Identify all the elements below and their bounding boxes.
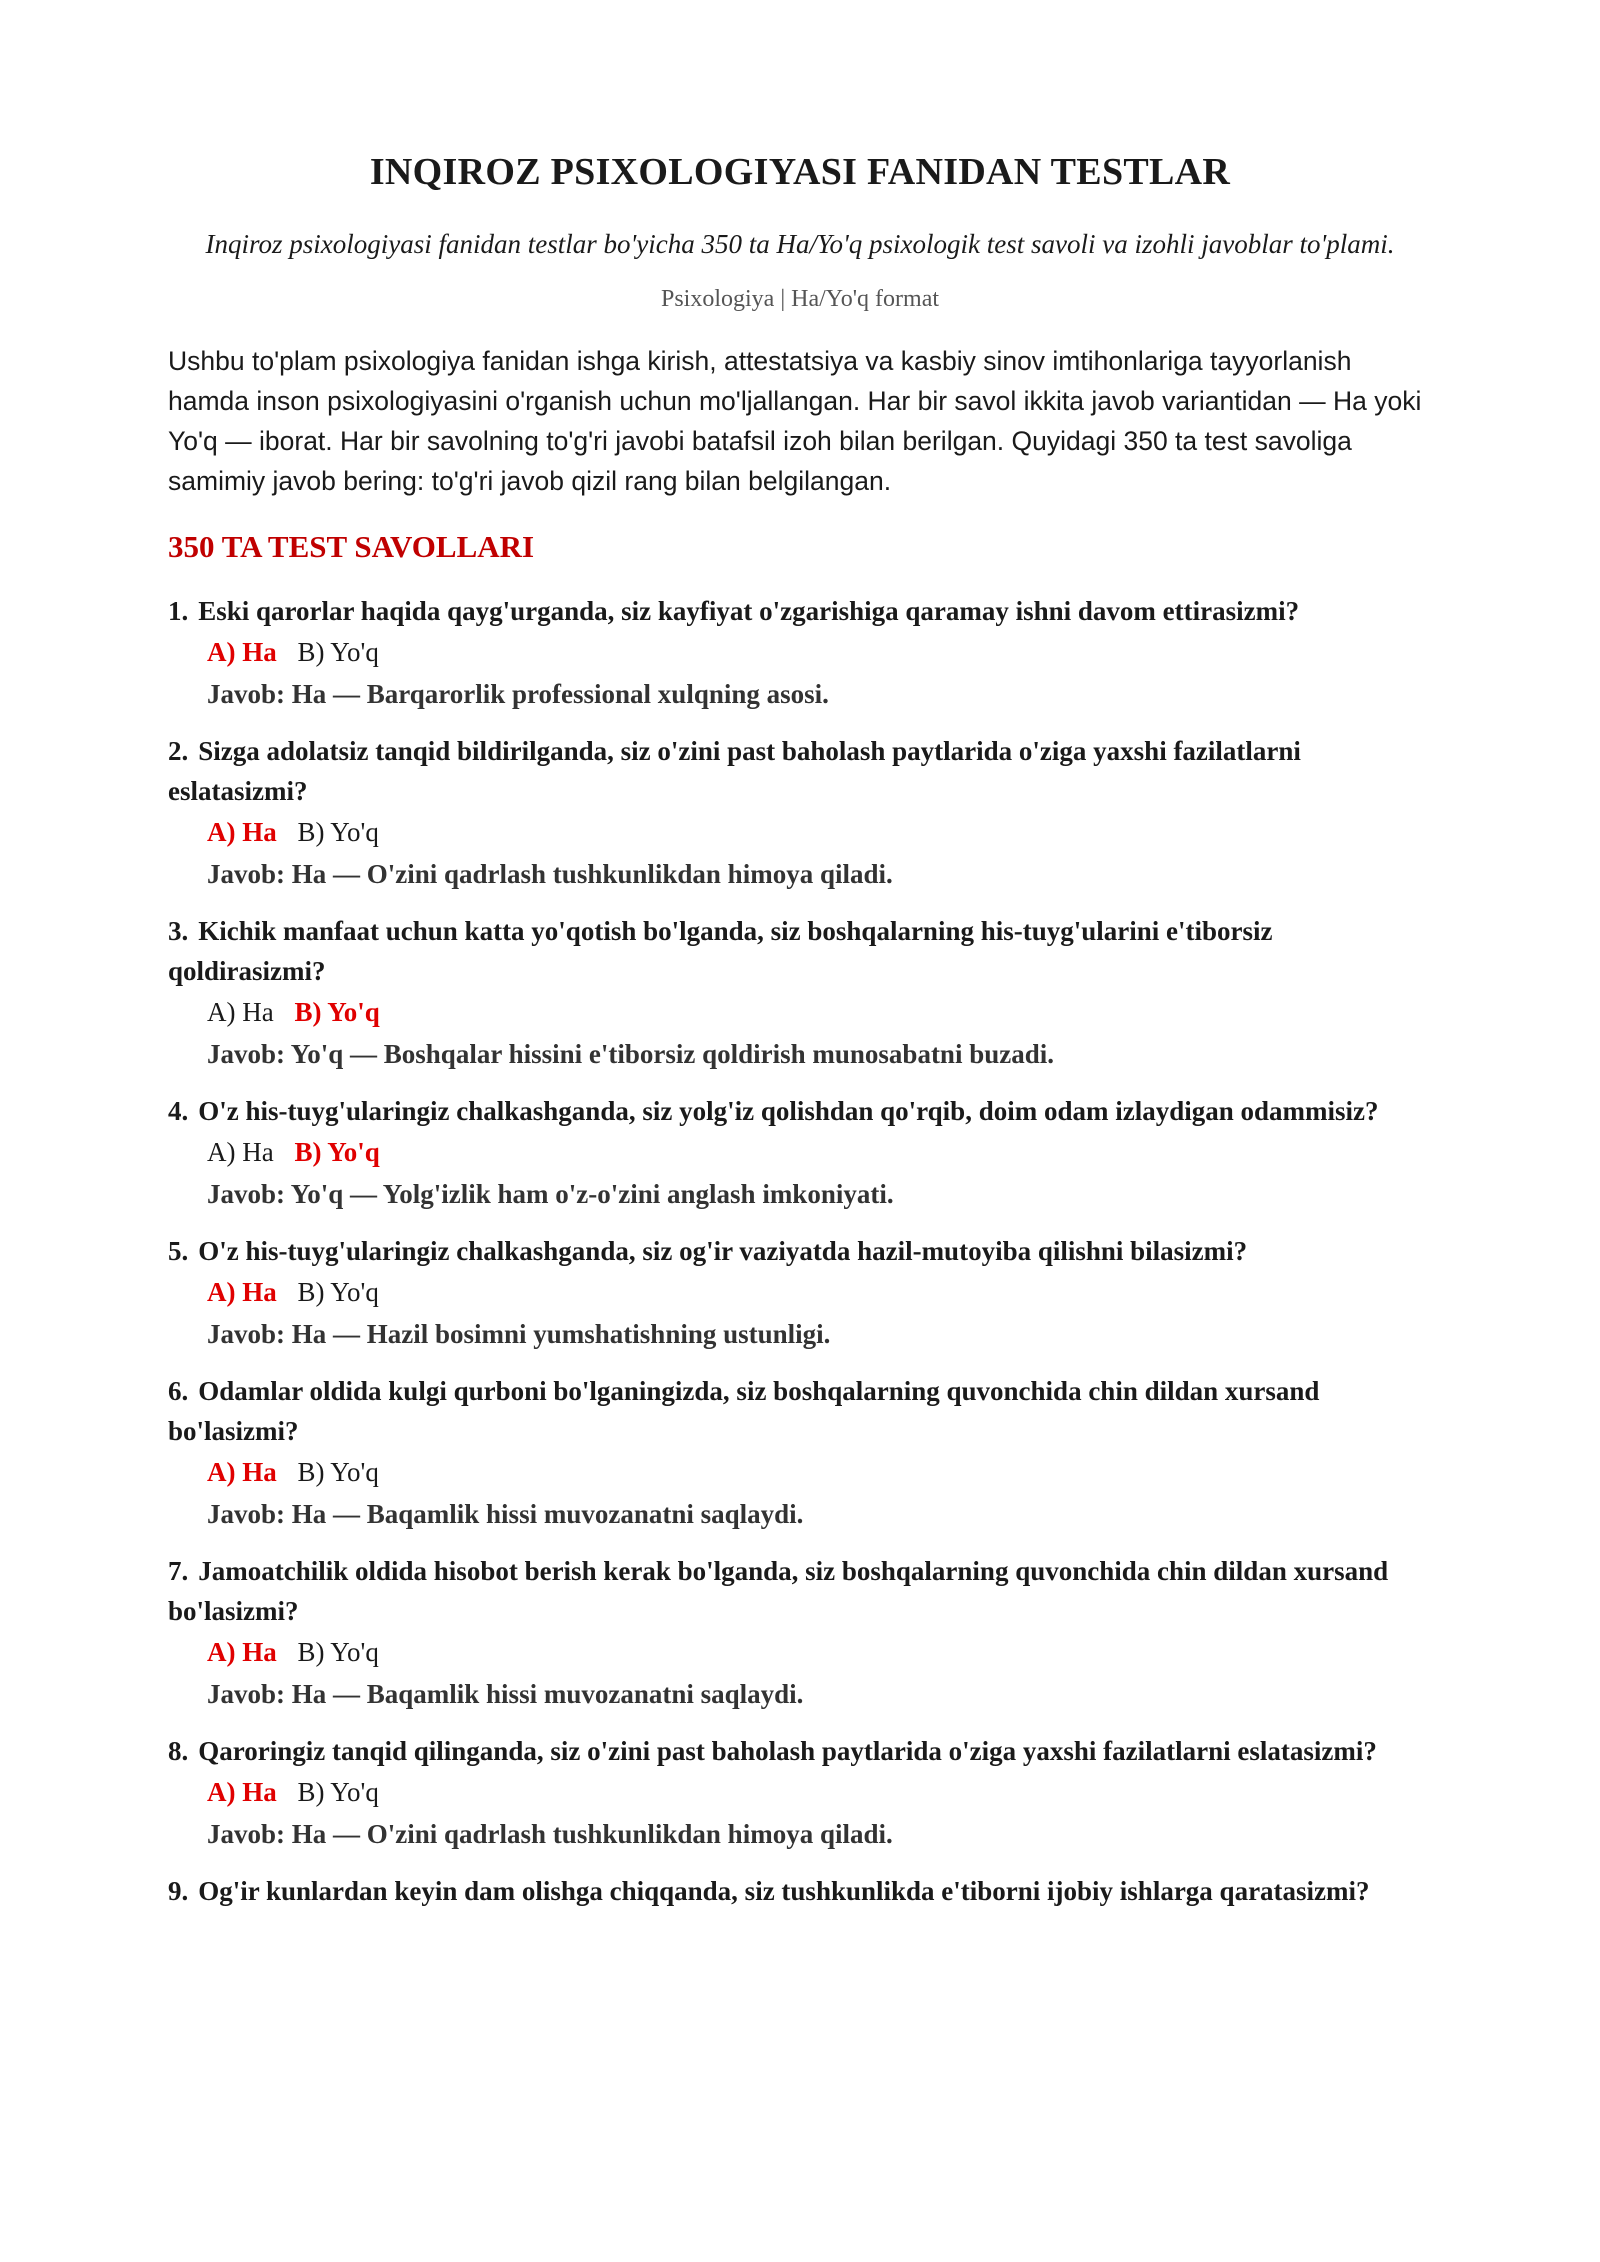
question-item — [168, 731, 1432, 895]
question-text: Kichik manfaat uchun katta yo'qotish bo'lganda, siz boshqalarning his-tuyg'ularini e'tiborsiz qoldirasizmi? — [168, 916, 1273, 986]
question-item — [168, 1231, 1432, 1355]
options-row — [168, 811, 1432, 853]
option-a: A) Ha — [207, 1777, 277, 1807]
options-row — [168, 631, 1432, 673]
question-number: 2. — [168, 736, 189, 766]
option-a: A) Ha — [207, 817, 277, 847]
question-text: O'z his-tuyg'ularingiz chalkashganda, siz yolg'iz qolishdan qo'rqib, doim odam izlaydigan odammisiz? — [198, 1096, 1379, 1126]
options-row — [168, 1771, 1432, 1813]
options-row — [168, 1131, 1432, 1173]
option-a: A) Ha — [207, 997, 274, 1027]
option-b: B) Yo'q — [297, 1277, 379, 1307]
option-b: B) Yo'q — [297, 1637, 379, 1667]
option-b: B) Yo'q — [297, 1457, 379, 1487]
section-heading: 350 TA TEST SAVOLLARI — [168, 529, 535, 564]
question-item — [168, 1371, 1432, 1535]
document-title: INQIROZ PSIXOLOGIYASI FANIDAN TESTLAR — [369, 151, 1231, 193]
option-b: B) Yo'q — [297, 637, 379, 667]
answer-explanation: Javob: Ha — O'zini qadrlash tushkunlikdan himoya qiladi. — [207, 1819, 893, 1849]
option-b: B) Yo'q — [294, 997, 380, 1027]
option-b: B) Yo'q — [297, 1777, 379, 1807]
question-list — [168, 591, 1432, 1911]
question-number: 1. — [168, 596, 189, 626]
question-item — [168, 1091, 1432, 1215]
question-number: 3. — [168, 916, 189, 946]
answer-explanation: Javob: Ha — Hazil bosimni yumshatishning ustunligi. — [207, 1319, 831, 1349]
option-a: A) Ha — [207, 1457, 277, 1487]
options-row — [168, 1451, 1432, 1493]
options-row — [168, 991, 1432, 1033]
option-a: A) Ha — [207, 1137, 274, 1167]
answer-explanation: Javob: Yo'q — Boshqalar hissini e'tiborsiz qoldirish munosabatni buzadi. — [207, 1039, 1054, 1069]
answer-explanation: Javob: Ha — Baqamlik hissi muvozanatni saqlaydi. — [207, 1679, 804, 1709]
document-subtitle: Inqiroz psixologiyasi fanidan testlar bo'yicha 350 ta Ha/Yo'q psixologik test savoli va izohli javoblar to'plami. — [205, 229, 1395, 259]
question-number: 4. — [168, 1096, 189, 1126]
question-item — [168, 1551, 1432, 1715]
options-row — [168, 1271, 1432, 1313]
question-text: Og'ir kunlardan keyin dam olishga chiqqanda, siz tushkunlikda e'tiborni ijobiy ishlarga qaratasizmi? — [198, 1876, 1370, 1906]
answer-explanation: Javob: Yo'q — Yolg'izlik ham o'z-o'zini anglash imkoniyati. — [207, 1179, 894, 1209]
question-text: Eski qarorlar haqida qayg'urganda, siz kayfiyat o'zgarishiga qaramay ishni davom ettirasizmi? — [198, 596, 1300, 626]
question-item — [168, 1871, 1432, 1911]
question-number: 8. — [168, 1736, 189, 1766]
question-number: 7. — [168, 1556, 189, 1586]
answer-explanation: Javob: Ha — Baqamlik hissi muvozanatni saqlaydi. — [207, 1499, 804, 1529]
option-a: A) Ha — [207, 1277, 277, 1307]
option-a: A) Ha — [207, 1637, 277, 1667]
answer-explanation: Javob: Ha — O'zini qadrlash tushkunlikdan himoya qiladi. — [207, 859, 893, 889]
question-text: O'z his-tuyg'ularingiz chalkashganda, siz og'ir vaziyatda hazil-mutoyiba qilishni bilasizmi? — [198, 1236, 1248, 1266]
question-item — [168, 1731, 1432, 1855]
options-row — [168, 1631, 1432, 1673]
option-b: B) Yo'q — [297, 817, 379, 847]
question-text: Qaroringiz tanqid qilinganda, siz o'zini past baholash paytlarida o'ziga yaxshi fazilatlarni eslatasizmi? — [198, 1736, 1377, 1766]
question-item — [168, 911, 1432, 1075]
document-meta: Psixologiya | Ha/Yo'q format — [660, 286, 940, 312]
question-text: Odamlar oldida kulgi qurboni bo'lganingizda, siz boshqalarning quvonchida chin dildan xursand bo'lasizmi? — [168, 1376, 1320, 1446]
question-text: Sizga adolatsiz tanqid bildirilganda, siz o'zini past baholash paytlarida o'ziga yaxshi fazilatlarni eslatasizmi? — [168, 736, 1301, 806]
option-b: B) Yo'q — [294, 1137, 380, 1167]
intro-paragraph: Ushbu to'plam psixologiya fanidan ishga kirish, attestatsiya va kasbiy sinov imtihonlariga tayyorlanish hamda inson psixologiyasini o'rganish uchun mo'ljallangan. Har bir savol ikkita javob variantidan — Ha yoki Yo'q — iborat. Har bir savolning to'g'ri javobi batafsil izoh bilan berilgan. Quyidagi 350 ta test savoliga samimiy javob bering: to'g'ri javob qizil rang bilan belgilangan. — [168, 346, 1422, 496]
question-number: 6. — [168, 1376, 189, 1406]
question-number: 5. — [168, 1236, 189, 1266]
answer-explanation: Javob: Ha — Barqarorlik professional xulqning asosi. — [207, 679, 829, 709]
question-item — [168, 591, 1432, 715]
question-text: Jamoatchilik oldida hisobot berish kerak bo'lganda, siz boshqalarning quvonchida chin dildan xursand bo'lasizmi? — [168, 1556, 1389, 1626]
question-number: 9. — [168, 1876, 189, 1906]
option-a: A) Ha — [207, 637, 277, 667]
